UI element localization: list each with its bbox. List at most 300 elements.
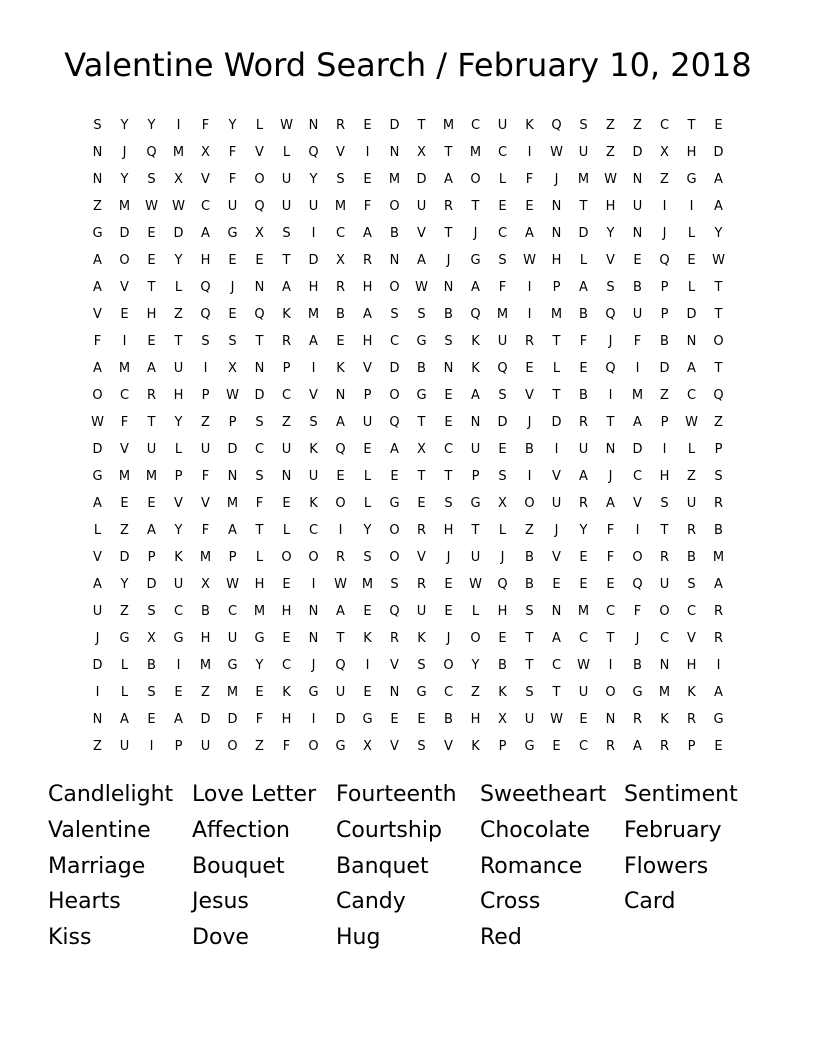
grid-cell: G (362, 712, 373, 727)
grid-cell: J (554, 172, 559, 187)
grid-cell: E (147, 712, 156, 727)
grid-cell: G (308, 685, 319, 700)
grid-cell: A (633, 739, 642, 754)
grid-cell: G (470, 496, 481, 511)
grid-cell: I (689, 199, 694, 214)
grid-cell: E (444, 415, 453, 430)
word-list-item: Sentiment (624, 782, 738, 807)
grid-cell: R (713, 496, 724, 511)
grid-cell: F (363, 199, 372, 214)
grid-cell: M (631, 388, 644, 403)
grid-cell: S (309, 415, 318, 430)
grid-cell: Q (335, 442, 346, 457)
grid-cell: V (417, 550, 426, 565)
word-list-item: Jesus (192, 889, 249, 915)
grid-cell: U (470, 442, 481, 457)
grid-cell: L (552, 361, 561, 376)
grid-cell: V (606, 253, 615, 268)
grid-row (84, 275, 732, 302)
word-list-item: Sweetheart (480, 782, 607, 807)
grid-cell: I (311, 577, 316, 592)
grid-cell: K (309, 496, 318, 511)
grid-cell: I (365, 145, 370, 160)
grid-cell: A (606, 496, 615, 511)
grid-cell: B (498, 658, 507, 673)
grid-cell: O (443, 658, 454, 673)
grid-cell: S (201, 334, 210, 349)
grid-cell: T (255, 523, 264, 538)
grid-cell: Q (497, 361, 508, 376)
grid-cell: N (551, 226, 562, 241)
grid-cell: R (713, 604, 724, 619)
grid-cell: S (444, 496, 453, 511)
grid-cell: S (498, 253, 507, 268)
grid-cell: N (254, 361, 265, 376)
grid-cell: Z (201, 415, 210, 430)
grid-cell: S (417, 307, 426, 322)
grid-cell: Q (389, 604, 400, 619)
grid-cell: L (120, 658, 129, 673)
word-list-item: Fourteenth (336, 782, 457, 807)
grid-cell: W (712, 253, 725, 268)
grid-cell: H (443, 523, 454, 538)
grid-cell: Z (660, 388, 669, 403)
grid-cell: H (200, 253, 211, 268)
grid-cell: F (201, 469, 210, 484)
grid-cell: R (146, 388, 157, 403)
grid-cell: U (416, 199, 427, 214)
grid-cell: H (281, 712, 292, 727)
grid-cell: X (498, 712, 507, 727)
grid-row (84, 113, 732, 140)
grid-row (84, 626, 732, 653)
grid-cell: S (525, 604, 534, 619)
grid-cell: D (632, 145, 643, 160)
grid-cell: E (444, 604, 453, 619)
grid-cell: U (281, 199, 292, 214)
grid-cell: F (201, 118, 210, 133)
grid-cell: A (201, 226, 210, 241)
grid-cell: N (335, 388, 346, 403)
grid-row (84, 248, 732, 275)
grid-cell: V (120, 442, 129, 457)
grid-cell: N (443, 361, 454, 376)
grid-cell: I (311, 361, 316, 376)
grid-cell: W (334, 577, 347, 592)
grid-cell: A (93, 280, 102, 295)
grid-cell: R (686, 523, 697, 538)
grid-cell: S (93, 118, 102, 133)
grid-cell: P (201, 388, 210, 403)
grid-cell: J (230, 280, 235, 295)
grid-cell: N (605, 712, 616, 727)
grid-cell: R (524, 334, 535, 349)
grid-cell: X (174, 172, 183, 187)
grid-cell: N (92, 145, 103, 160)
grid-cell: I (311, 226, 316, 241)
grid-cell: K (417, 631, 426, 646)
grid-cell: D (416, 172, 427, 187)
grid-cell: D (227, 712, 238, 727)
grid-cell: B (579, 388, 588, 403)
grid-cell: R (335, 118, 346, 133)
grid-cell: J (527, 415, 532, 430)
grid-cell: N (551, 604, 562, 619)
grid-cell: M (469, 145, 482, 160)
grid-cell: B (525, 442, 534, 457)
grid-cell: C (200, 199, 211, 214)
grid-cell: A (93, 361, 102, 376)
grid-cell: X (336, 253, 345, 268)
grid-cell: S (363, 550, 372, 565)
word-list-item: Affection (192, 817, 290, 843)
grid-cell: Y (714, 226, 723, 241)
grid-cell: R (578, 415, 589, 430)
grid-cell: R (281, 334, 292, 349)
grid-cell: T (444, 145, 453, 160)
grid-cell: M (226, 496, 239, 511)
grid-cell: B (633, 658, 642, 673)
grid-cell: G (416, 388, 427, 403)
grid-cell: X (498, 496, 507, 511)
grid-cell: R (389, 631, 400, 646)
grid-cell: K (282, 307, 291, 322)
grid-cell: Z (93, 199, 102, 214)
grid-cell: I (338, 523, 343, 538)
grid-cell: F (93, 334, 102, 349)
grid-cell: L (363, 469, 372, 484)
grid-cell: F (633, 604, 642, 619)
grid-cell: J (311, 658, 316, 673)
grid-cell: S (579, 118, 588, 133)
grid-cell: L (255, 118, 264, 133)
grid-cell: P (228, 415, 237, 430)
grid-cell: O (389, 280, 400, 295)
grid-cell: X (363, 739, 372, 754)
grid-cell: N (443, 280, 454, 295)
grid-cell: Y (471, 658, 480, 673)
grid-cell: C (443, 685, 454, 700)
grid-cell: M (712, 550, 725, 565)
grid-cell: H (686, 658, 697, 673)
grid-cell: A (336, 415, 345, 430)
grid-cell: U (416, 604, 427, 619)
grid-cell: K (309, 442, 318, 457)
grid-cell: E (363, 442, 372, 457)
grid-cell: E (444, 577, 453, 592)
grid-cell: J (554, 523, 559, 538)
grid-cell: F (579, 334, 588, 349)
grid-cell: Y (363, 523, 372, 538)
grid-cell: F (228, 145, 237, 160)
grid-cell: Z (120, 523, 129, 538)
grid-cell: S (417, 739, 426, 754)
grid-cell: Z (471, 685, 480, 700)
grid-cell: E (687, 253, 696, 268)
grid-cell: U (578, 685, 589, 700)
grid-cell: I (608, 388, 613, 403)
grid-cell: M (577, 604, 590, 619)
grid-cell: N (632, 172, 643, 187)
grid-cell: R (335, 550, 346, 565)
grid-cell: G (416, 685, 427, 700)
grid-cell: G (92, 469, 103, 484)
grid-cell: E (498, 631, 507, 646)
grid-cell: W (604, 172, 617, 187)
grid-cell: O (659, 604, 670, 619)
grid-cell: S (147, 685, 156, 700)
grid-cell: C (281, 658, 292, 673)
grid-cell: I (662, 199, 667, 214)
grid-cell: I (365, 658, 370, 673)
grid-cell: Q (470, 307, 481, 322)
grid-cell: B (525, 550, 534, 565)
grid-cell: E (228, 307, 237, 322)
grid-cell: I (635, 523, 640, 538)
grid-cell: L (174, 442, 183, 457)
grid-cell: D (308, 253, 319, 268)
grid-cell: E (714, 118, 723, 133)
grid-cell: X (201, 577, 210, 592)
grid-cell: T (687, 118, 696, 133)
grid-cell: E (174, 685, 183, 700)
grid-cell: A (93, 577, 102, 592)
grid-cell: K (174, 550, 183, 565)
grid-cell: Y (174, 415, 183, 430)
grid-cell: P (660, 280, 669, 295)
grid-cell: J (122, 145, 127, 160)
grid-cell: D (227, 442, 238, 457)
grid-cell: D (92, 658, 103, 673)
grid-cell: R (659, 550, 670, 565)
word-list-item: Card (624, 889, 676, 915)
word-list-item: February (624, 817, 722, 843)
grid-cell: W (91, 415, 104, 430)
grid-cell: G (227, 658, 238, 673)
grid-cell: I (716, 658, 721, 673)
grid-cell: L (687, 280, 696, 295)
grid-cell: E (579, 361, 588, 376)
grid-cell: U (578, 145, 589, 160)
grid-cell: M (145, 469, 158, 484)
grid-cell: Z (174, 307, 183, 322)
grid-cell: V (687, 631, 696, 646)
grid-cell: E (336, 334, 345, 349)
grid-row (84, 410, 732, 437)
grid-cell: Z (606, 118, 615, 133)
grid-cell: E (228, 253, 237, 268)
grid-cell: R (416, 577, 427, 592)
grid-cell: E (147, 334, 156, 349)
grid-cell: Z (93, 739, 102, 754)
grid-cell: E (336, 469, 345, 484)
grid-cell: U (119, 739, 130, 754)
grid-cell: B (336, 307, 345, 322)
grid-cell: Z (633, 118, 642, 133)
grid-cell: I (554, 442, 559, 457)
grid-cell: Y (174, 523, 183, 538)
grid-cell: Z (714, 415, 723, 430)
grid-cell: H (146, 307, 157, 322)
word-list-item: Chocolate (480, 817, 591, 843)
grid-cell: O (308, 739, 319, 754)
grid-cell: X (147, 631, 156, 646)
grid-cell: I (527, 145, 532, 160)
grid-cell: H (497, 604, 508, 619)
grid-cell: N (308, 631, 319, 646)
grid-cell: H (254, 577, 265, 592)
grid-cell: Q (497, 577, 508, 592)
grid-row (84, 545, 732, 572)
grid-cell: V (417, 226, 426, 241)
grid-cell: T (147, 280, 156, 295)
grid-cell: A (336, 604, 345, 619)
grid-cell: V (201, 172, 210, 187)
grid-cell: D (713, 145, 724, 160)
grid-cell: U (308, 469, 319, 484)
grid-cell: G (416, 334, 427, 349)
grid-cell: V (444, 739, 453, 754)
grid-cell: U (524, 712, 535, 727)
page-title: Valentine Word Search / February 10, 2018 (64, 46, 752, 84)
grid-row (84, 680, 732, 707)
grid-cell: J (473, 226, 478, 241)
grid-cell: B (444, 307, 453, 322)
grid-cell: E (147, 226, 156, 241)
grid-cell: I (311, 712, 316, 727)
grid-cell: M (334, 199, 347, 214)
grid-cell: A (147, 361, 156, 376)
word-list-item: Red (480, 925, 522, 950)
grid-cell: A (552, 631, 561, 646)
grid-cell: Q (200, 307, 211, 322)
grid-cell: M (172, 145, 185, 160)
grid-cell: J (500, 550, 505, 565)
grid-cell: G (92, 226, 103, 241)
grid-cell: T (471, 199, 480, 214)
grid-cell: H (362, 280, 373, 295)
grid-row (84, 707, 732, 734)
grid-cell: V (363, 361, 372, 376)
grid-cell: O (227, 739, 238, 754)
grid-cell: Q (632, 577, 643, 592)
grid-cell: V (552, 550, 561, 565)
grid-cell: T (714, 307, 723, 322)
grid-cell: F (633, 334, 642, 349)
grid-cell: W (415, 280, 428, 295)
grid-cell: V (255, 145, 264, 160)
grid-row (84, 653, 732, 680)
grid-cell: Z (606, 145, 615, 160)
grid-cell: M (307, 307, 320, 322)
grid-cell: H (362, 334, 373, 349)
grid-cell: I (662, 442, 667, 457)
grid-cell: E (282, 577, 291, 592)
grid-cell: V (390, 739, 399, 754)
grid-cell: W (577, 658, 590, 673)
grid-cell: R (686, 712, 697, 727)
grid-cell: D (119, 550, 130, 565)
grid-cell: V (93, 307, 102, 322)
grid-cell: D (659, 361, 670, 376)
grid-row (84, 221, 732, 248)
grid-cell: Q (551, 118, 562, 133)
grid-cell: S (444, 334, 453, 349)
word-list-item: Bouquet (192, 853, 285, 879)
word-list-item: Hearts (48, 889, 121, 915)
grid-cell: Y (579, 523, 588, 538)
grid-cell: V (201, 496, 210, 511)
grid-cell: N (254, 280, 265, 295)
grid-cell: T (552, 334, 561, 349)
grid-cell: T (417, 469, 426, 484)
grid-cell: D (92, 442, 103, 457)
grid-cell: G (254, 631, 265, 646)
grid-cell: F (525, 172, 534, 187)
grid-cell: C (173, 604, 184, 619)
grid-cell: R (659, 739, 670, 754)
grid-cell: O (254, 172, 265, 187)
grid-cell: H (659, 469, 670, 484)
grid-row (84, 140, 732, 167)
grid-cell: P (228, 550, 237, 565)
grid-cell: A (147, 523, 156, 538)
grid-cell: T (282, 253, 291, 268)
grid-cell: H (281, 604, 292, 619)
grid-cell: V (525, 388, 534, 403)
grid-cell: R (335, 280, 346, 295)
grid-cell: E (714, 739, 723, 754)
grid-cell: M (118, 469, 131, 484)
grid-cell: L (498, 523, 507, 538)
grid-row (84, 383, 732, 410)
grid-cell: A (714, 577, 723, 592)
grid-cell: F (228, 172, 237, 187)
grid-cell: Y (174, 253, 183, 268)
grid-cell: U (173, 577, 184, 592)
grid-cell: B (201, 604, 210, 619)
grid-cell: R (443, 199, 454, 214)
word-list (48, 777, 768, 956)
grid-cell: F (255, 496, 264, 511)
grid-cell: U (497, 118, 508, 133)
grid-cell: T (714, 361, 723, 376)
grid-cell: U (497, 334, 508, 349)
grid-cell: U (632, 199, 643, 214)
grid-cell: P (147, 550, 156, 565)
grid-cell: U (578, 442, 589, 457)
grid-cell: K (336, 361, 345, 376)
grid-cell: F (201, 523, 210, 538)
grid-cell: H (200, 631, 211, 646)
grid-cell: M (361, 577, 374, 592)
grid-cell: M (199, 550, 212, 565)
grid-cell: T (552, 685, 561, 700)
grid-cell: Y (309, 172, 318, 187)
grid-cell: A (579, 280, 588, 295)
grid-cell: N (686, 334, 697, 349)
grid-cell: C (551, 658, 562, 673)
grid-cell: C (605, 604, 616, 619)
grid-cell: E (417, 496, 426, 511)
grid-cell: N (281, 469, 292, 484)
grid-cell: I (527, 469, 532, 484)
grid-cell: G (227, 226, 238, 241)
grid-cell: C (578, 631, 589, 646)
grid-cell: C (470, 118, 481, 133)
grid-cell: U (200, 739, 211, 754)
grid-cell: S (228, 334, 237, 349)
